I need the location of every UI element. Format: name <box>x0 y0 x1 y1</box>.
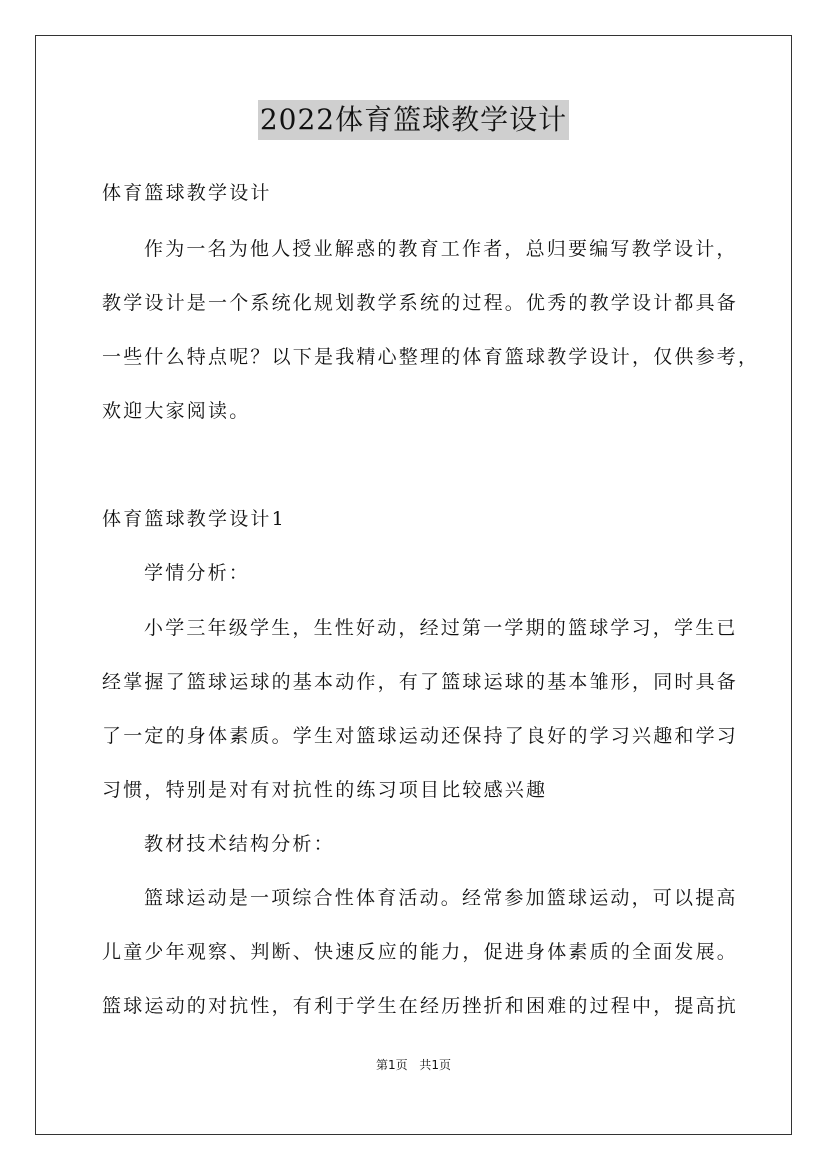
page-number: 第1页 <box>375 1058 408 1072</box>
doc-line: 篮球运动是一项综合性体育活动。经常参加篮球运动，可以提高 <box>144 887 738 909</box>
section-heading: 体育篮球教学设计1 <box>102 508 286 530</box>
doc-line: 小学三年级学生，生性好动，经过第一学期的篮球学习，学生已 <box>144 617 738 639</box>
doc-line-heading: 体育篮球教学设计 <box>102 182 272 204</box>
document-title: 2022体育篮球教学设计 <box>258 100 569 140</box>
page-total: 共1页 <box>419 1058 452 1072</box>
title-container <box>0 100 827 140</box>
doc-line: 篮球运动的对抗性，有利于学生在经历挫折和困难的过程中，提高抗 <box>102 995 739 1017</box>
doc-line: 欢迎大家阅读。 <box>102 400 251 422</box>
subsection-heading: 学情分析： <box>144 562 251 584</box>
doc-line: 儿童少年观察、判断、快速反应的能力，促进身体素质的全面发展。 <box>102 941 739 963</box>
subsection-heading: 教材技术结构分析： <box>144 833 335 855</box>
doc-line: 教学设计是一个系统化规划教学系统的过程。优秀的教学设计都具备 <box>102 292 739 314</box>
doc-line: 一些什么特点呢？以下是我精心整理的体育篮球教学设计，仅供参考， <box>102 346 760 368</box>
page-footer <box>0 1056 827 1073</box>
doc-line: 了一定的身体素质。学生对篮球运动还保持了良好的学习兴趣和学习 <box>102 725 739 747</box>
doc-line: 作为一名为他人授业解惑的教育工作者，总归要编写教学设计， <box>144 238 738 260</box>
doc-line: 习惯，特别是对有对抗性的练习项目比较感兴趣 <box>102 779 548 801</box>
doc-line: 经掌握了篮球运球的基本动作，有了篮球运球的基本雏形，同时具备 <box>102 671 739 693</box>
